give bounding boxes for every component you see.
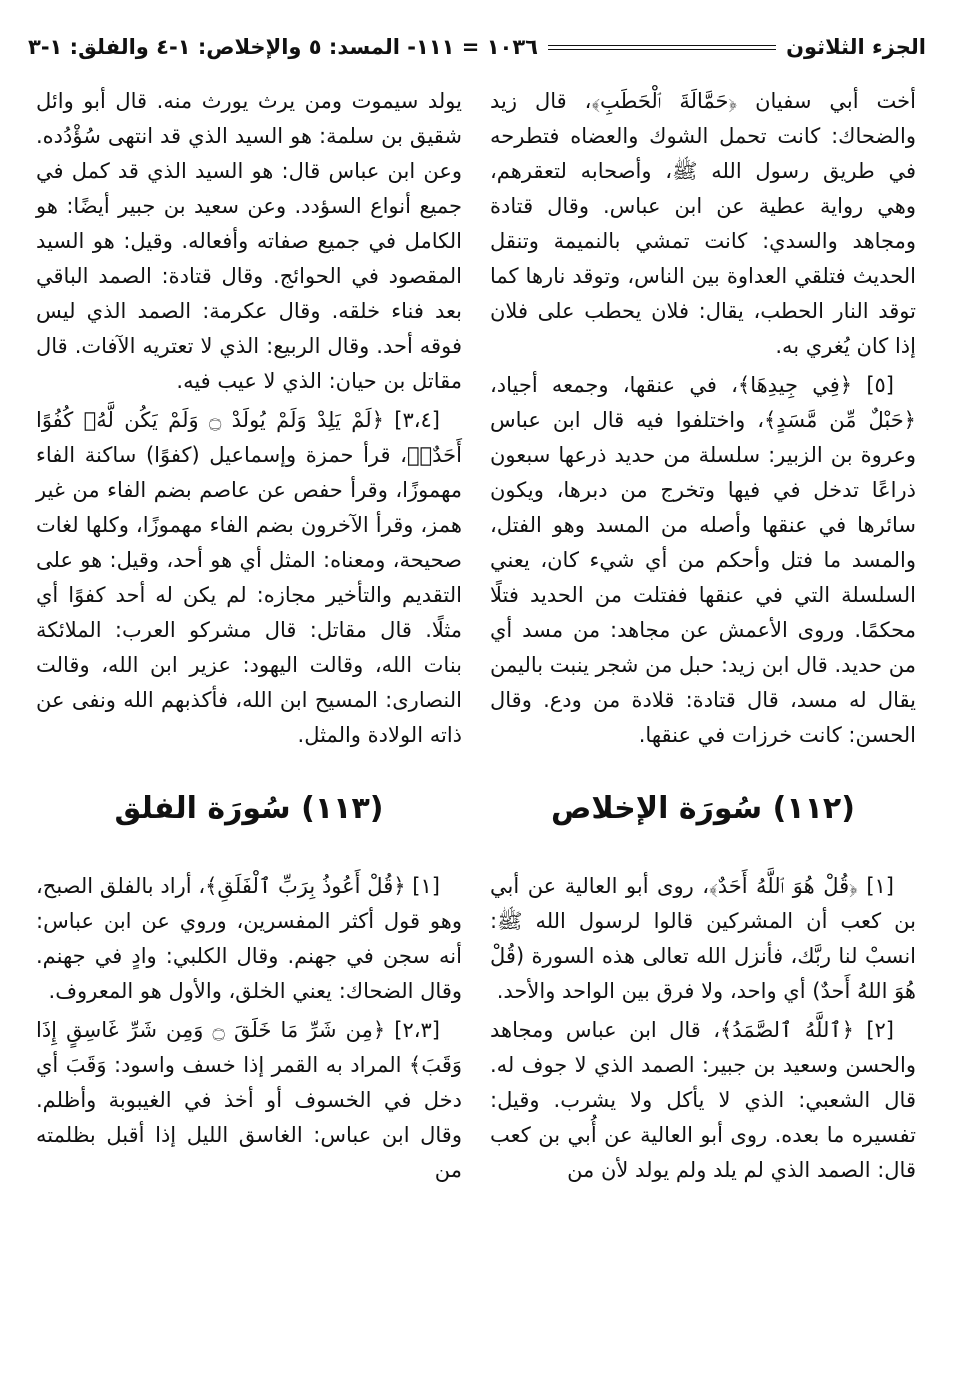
header-rule — [548, 45, 776, 50]
surah-title-ikhlas: (١١٢) سُورَة الإخلاص — [551, 791, 855, 826]
paragraph: [٢،٣] ﴿مِن شَرِّ مَا خَلَقَ ۝ وَمِن شَرِّ غَاسِقٍ إِذَا وَقَبَ﴾ المراد به القمر إذا خسف واسود: وَقَبَ أي دخل في الخسوف أو أخذ في الغيبوبة وأظلم. وقال ابن عباس: الغاسق الليل إذا أقبل بظلمته من — [36, 1018, 462, 1182]
paragraph: [٢] ﴿ٱللَّهُ ٱلصَّمَدُ﴾، قال ابن عباس ومجاهد والحسن وسعيد بن جبير: الصمد الذي لا جوف له. قال الشعبي: الذي لا يأكل ولا يشرب. وقيل: تفسيره ما بعده. روى أبو العالية عن أُبي بن كعب قال: الصمد الذي لم يلد ولم يولد لأن من — [490, 1018, 916, 1182]
header-juz-title: الجزء الثلاثون — [786, 35, 926, 59]
right-column — [490, 84, 916, 1349]
left-column — [36, 84, 462, 1349]
paragraph: [٣،٤] ﴿لَمْ يَلِدْ وَلَمْ يُولَدْ ۝ وَلَمْ يَكُن لَّهُۥ كُفُوًا أَحَدٌۢ﴾، قرأ حمزة وإسماعيل (كفوًا) ساكنة الفاء مهموزًا، وقرأ حفص عن عاصم بضم الفاء من غير همز، وقرأ الآخرون بضم الفاء مهموزًا، وكلها لغات صحيحة، ومعناه: المثل أي هو أحد، وقيل: هو على التقديم والتأخير مجازه: لم يكن له أحد كفوًا أي مثلًا. قال مقاتل: قال مشركو العرب: الملائكة بنات الله، وقالت اليهود: عزير ابن الله، وقالت النصارى: المسيح ابن الله، فأكذبهم الله ونفى عن ذاته الولادة والمثل. — [36, 408, 462, 747]
paragraph: [١] ﴿قُلْ هُوَ ٱللَّهُ أَحَدٌ﴾، روى أبو العالية عن أبي بن كعب أن المشركين قالوا لرسول الله ﷺ: انسبْ لنا ربَّك، فأنزل الله تعالى هذه السورة (قُلْ هُوَ اللهُ أَحدٌ) أي واحد، ولا فرق بين الواحد والأحد. — [490, 874, 916, 1003]
paragraph: [٥] ﴿فِي جِيدِهَا﴾، في عنقها، وجمعه أجياد، ﴿حَبْلٌ مِّن مَّسَدٍ﴾، واختلفوا فيه قال ابن عباس وعروة بن الزبير: سلسلة من حديد ذرعها سبعون ذراعًا تدخل في فيها وتخرج من دبرها، ويكون سائرها في عنقها وأصله من المسد وهو الفتل، والمسد ما فتل وأحكم من أي شيء كان، يعني السلسلة التي في عنقها ففتلت من الحديد فتلًا محكمًا. وروى الأعمش عن مجاهد: من مسد أي من حديد. قال ابن زيد: حبل من شجر ينبت باليمن يقال له مسد، قال قتادة: قلادة من ودع. وقال الحسن: كانت خرزات في عنقها. — [490, 373, 916, 747]
surah-title-falaq: (١١٣) سُورَة الفلق — [114, 791, 384, 826]
page-header — [28, 30, 926, 64]
paragraph: أخت أبي سفيان ﴿حَمَّالَةَ ٱلْحَطَبِ﴾، قال زيد والضحاك: كانت تحمل الشوك والعضاه فتطرحه في طريق رسول الله ﷺ، وأصحابه لتعقرهم، وهي رواية عطية عن ابن عباس. وقال قتادة ومجاهد والسدي: كانت تمشي بالنميمة وتنقل الحديث فتلقي العداوة بين الناس، وتوقد نارها كما توقد النار الحطب، يقال: فلان يحطب على فلان إذا كان يُغري به. — [490, 89, 916, 358]
header-page-info: ١٠٣٦ = ١١١- المسد: ٥ والإخلاص: ١-٤ والفلق: ١-٣ — [28, 35, 538, 59]
paragraph: [١] ﴿قُلْ أَعُوذُ بِرَبِّ ٱلْفَلَقِ﴾، أراد بالفلق الصبح، وهو قول أكثر المفسرين، وروي عن ابن عباس: أنه سجن في جهنم. وقال الكلبي: وادٍ في جهنم. وقال الضحاك: يعني الخلق، والأول هو المعروف. — [36, 874, 462, 1003]
paragraph: يولد سيموت ومن يرث يورث منه. قال أبو وائل شقيق بن سلمة: هو السيد الذي قد انتهى سُؤْدُده. وعن ابن عباس قال: هو السيد الذي قد كمل في جميع أنواع السؤدد. وعن سعيد بن جبير أيضًا: هو الكامل في جميع صفاته وأفعاله. وقيل: هو السيد المقصود في الحوائج. وقال قتادة: الصمد الباقي بعد فناء خلقه. وقال عكرمة: الصمد الذي ليس فوقه أحد. وقال الربيع: الذي لا تعتريه الآفات. قال مقاتل بن حيان: الذي لا عيب فيه. — [36, 89, 462, 393]
